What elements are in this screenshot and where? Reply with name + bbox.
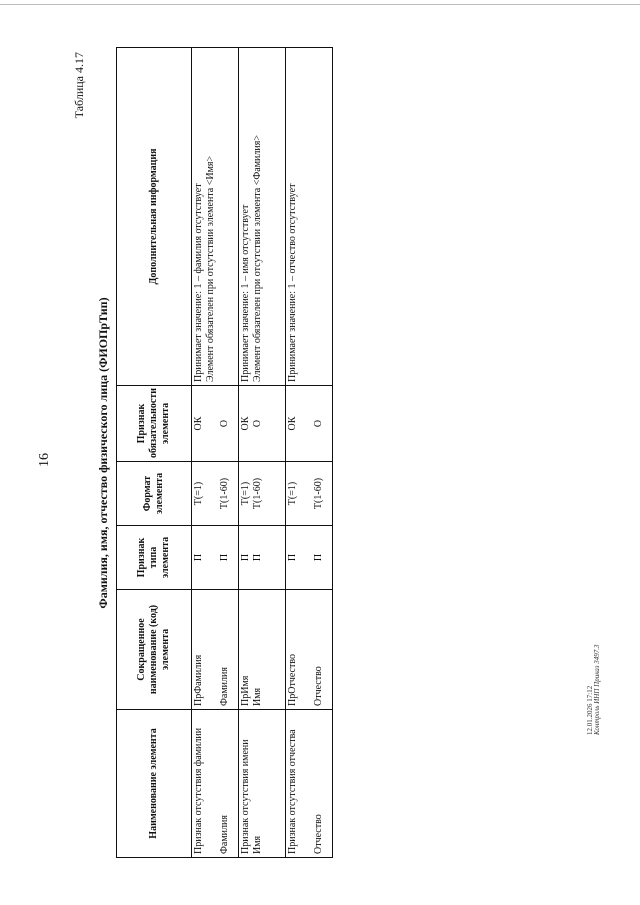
cell-format xyxy=(239,462,286,526)
cell-info xyxy=(192,48,239,386)
cell-name xyxy=(239,710,286,858)
footer-stamp xyxy=(587,603,601,735)
scan-edge-line xyxy=(0,4,640,5)
element-format: T(=1) xyxy=(193,481,204,506)
cell-info xyxy=(239,48,286,386)
cell-required xyxy=(239,386,286,462)
element-info: Принимает значение: 1 – отчество отсутствует xyxy=(287,183,298,382)
element-required: ОК xyxy=(287,416,298,431)
element-info: Принимает значение: 1 – фамилия отсутствует xyxy=(193,183,204,382)
element-code: Фамилия xyxy=(219,667,230,706)
cell-code xyxy=(239,590,286,710)
cell-format xyxy=(286,462,333,526)
element-format: T(=1) xyxy=(287,481,298,506)
element-type: П xyxy=(252,553,263,562)
footer-reference: Контроль ИНП Приказ 3497.3 xyxy=(593,644,601,735)
element-type: П xyxy=(219,553,230,562)
element-required: О xyxy=(219,419,230,428)
element-info: Принимает значение: 1 – имя отсутствует xyxy=(240,204,251,382)
element-required: О xyxy=(252,419,263,428)
element-format: T(=1) xyxy=(240,481,251,506)
table-header-row xyxy=(117,48,192,858)
header-element-format: Формат элемента xyxy=(117,462,192,526)
element-format: T(1-60) xyxy=(313,477,324,510)
header-element-name: Наименование элемента xyxy=(117,710,192,858)
header-element-type: Признак типа элемента xyxy=(117,526,192,590)
cell-format xyxy=(192,462,239,526)
cell-info xyxy=(286,48,333,386)
element-table xyxy=(116,47,333,858)
table-title: Фамилия, имя, отчество физического лица (ФИОПрТип) xyxy=(96,297,110,609)
cell-type xyxy=(192,526,239,590)
element-name: Признак отсутствия фамилии xyxy=(193,727,204,854)
element-name: Признак отсутствия имени xyxy=(240,739,251,854)
header-element-code: Сокращенное наименование (код) элемента xyxy=(117,590,192,710)
element-type: П xyxy=(193,553,204,562)
element-code: ПрИмя xyxy=(240,675,251,706)
element-code: Отчество xyxy=(313,666,324,706)
header-additional-info: Дополнительная информация xyxy=(117,48,192,386)
element-format: T(1-60) xyxy=(252,477,263,510)
table-number: Таблица 4.17 xyxy=(72,52,86,119)
element-type: П xyxy=(240,553,251,562)
element-code: Имя xyxy=(252,687,263,706)
element-name: Имя xyxy=(252,835,263,854)
cell-code xyxy=(192,590,239,710)
element-info: Элемент обязателен при отсутствии элемента <Имя> xyxy=(205,155,216,382)
element-code: ПрОтчество xyxy=(287,654,298,706)
rotated-page-content xyxy=(72,48,552,858)
cell-required xyxy=(192,386,239,462)
element-info: Элемент обязателен при отсутствии элемента <Фамилия> xyxy=(252,135,263,382)
cell-required xyxy=(286,386,333,462)
cell-type xyxy=(239,526,286,590)
element-name: Признак отсутствия отчества xyxy=(287,729,298,854)
element-name: Отчество xyxy=(313,814,324,854)
element-required: О xyxy=(313,419,324,428)
element-format: T(1-60) xyxy=(219,477,230,510)
element-required: ОК xyxy=(240,416,251,431)
footer-timestamp: 12.01.2026 17:12 xyxy=(586,685,594,735)
element-name: Фамилия xyxy=(219,815,230,854)
cell-type xyxy=(286,526,333,590)
header-element-required: Признак обязательности элемента xyxy=(117,386,192,462)
cell-code xyxy=(286,590,333,710)
table-row xyxy=(286,48,333,858)
table-row xyxy=(239,48,286,858)
page-number: 16 xyxy=(37,453,52,467)
element-code: ПрФамилия xyxy=(193,654,204,706)
table-row xyxy=(192,48,239,858)
element-type: П xyxy=(313,553,324,562)
cell-name xyxy=(286,710,333,858)
cell-name xyxy=(192,710,239,858)
element-type: П xyxy=(287,553,298,562)
element-required: ОК xyxy=(193,416,204,431)
